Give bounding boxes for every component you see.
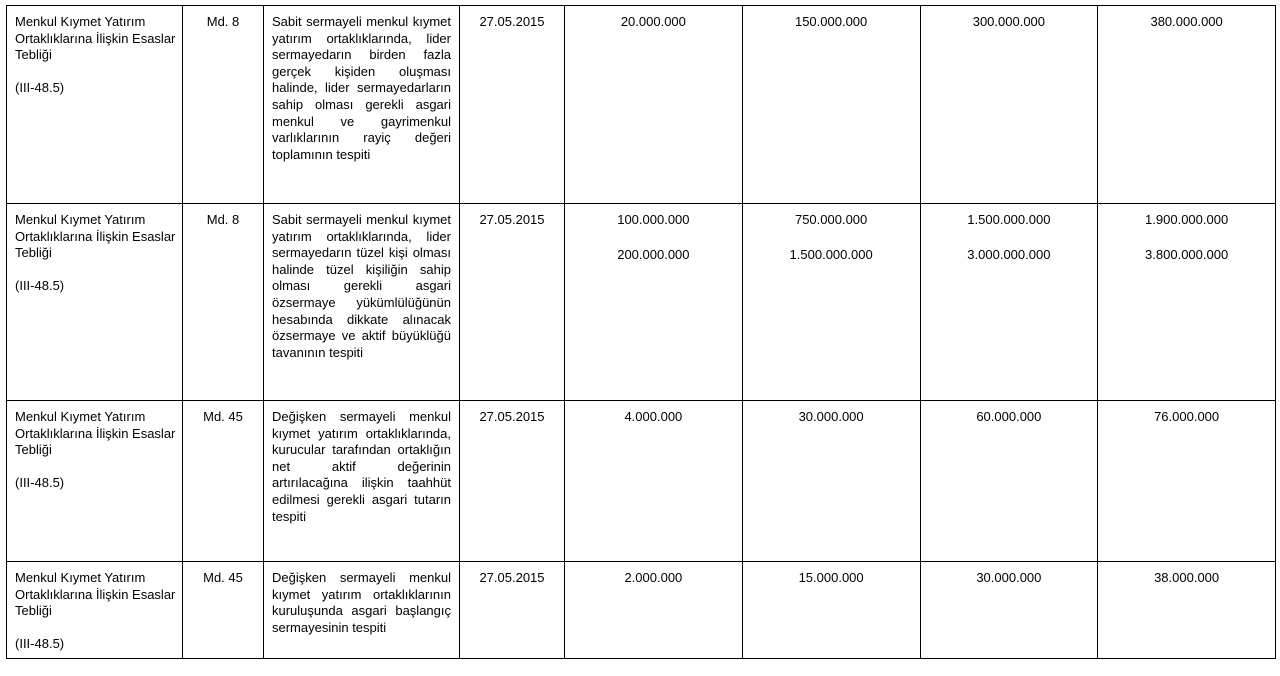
law-title: Menkul Kıymet Yatırım Ortaklıklarına İlişkin Esaslar Tebliği <box>15 212 176 261</box>
value-col-1-cell <box>565 204 743 401</box>
amount-value: 60.000.000 <box>976 409 1042 424</box>
table-row <box>7 6 1276 204</box>
description-cell: Sabit sermayeli menkul kıymet yatırım ortaklıklarında, lider sermayedarın birden fazla gerçek kişiden oluşması halinde, lider sermayedarların sahip olması gerekli asgari menkul ve gayrimenkul varlıklarının rayiç değeri toplamının tespiti <box>264 6 460 204</box>
amount-value: 76.000.000 <box>1154 409 1220 424</box>
law-code: (III-48.5) <box>15 635 65 651</box>
amount-value: 100.000.000 <box>617 212 690 227</box>
amount-value: 20.000.000 <box>620 14 686 29</box>
amount-value: 300.000.000 <box>972 14 1046 29</box>
value-col-3-cell <box>920 401 1098 562</box>
law-cell <box>7 6 183 204</box>
value-col-4-cell <box>1098 562 1276 659</box>
amount-value: 38.000.000 <box>1154 570 1220 585</box>
value-col-3-cell <box>920 562 1098 659</box>
value-col-1-cell <box>565 401 743 562</box>
value-col-4-cell <box>1098 401 1276 562</box>
description-cell: Sabit sermayeli menkul kıymet yatırım ortaklıklarında, lider sermayedarın tüzel kişi olması halinde tüzel kişiliğin sahip olması gerekli asgari özsermaye yükümlülüğünün hesabında dikkate alınacak özsermaye ve aktif büyüklüğü tavanının tespiti <box>264 204 460 401</box>
law-title: Menkul Kıymet Yatırım Ortaklıklarına İlişkin Esaslar Tebliği <box>15 570 176 619</box>
amount-value: 1.500.000.000 <box>967 212 1051 227</box>
law-title: Menkul Kıymet Yatırım Ortaklıklarına İlişkin Esaslar Tebliği <box>15 409 176 458</box>
amount-value: 1.900.000.000 <box>1145 212 1229 227</box>
amount-value: 2.000.000 <box>624 570 683 585</box>
law-code: (III-48.5) <box>15 277 65 293</box>
law-cell <box>7 204 183 401</box>
value-col-2-cell <box>742 401 920 562</box>
date-cell: 27.05.2015 <box>460 401 565 562</box>
amount-value: 200.000.000 <box>617 246 690 262</box>
regulation-table-container <box>6 5 1276 659</box>
law-cell <box>7 562 183 659</box>
value-col-4-cell <box>1098 204 1276 401</box>
value-col-2-cell <box>742 204 920 401</box>
value-col-3-cell <box>920 204 1098 401</box>
table-row <box>7 401 1276 562</box>
date-cell: 27.05.2015 <box>460 204 565 401</box>
article-cell: Md. 8 <box>183 6 264 204</box>
amount-value: 3.000.000.000 <box>967 246 1051 262</box>
value-col-1-cell <box>565 562 743 659</box>
amount-value: 380.000.000 <box>1150 14 1223 29</box>
law-code: (III-48.5) <box>15 474 65 490</box>
amount-value: 150.000.000 <box>794 14 868 29</box>
value-col-2-cell <box>742 6 920 204</box>
table-body <box>7 6 1276 659</box>
law-title: Menkul Kıymet Yatırım Ortaklıklarına İlişkin Esaslar Tebliği <box>15 14 176 63</box>
amount-value: 3.800.000.000 <box>1145 246 1229 262</box>
value-col-3-cell <box>920 6 1098 204</box>
description-cell: Değişken sermayeli menkul kıymet yatırım ortaklıklarında, kurucular tarafından ortaklığın net aktif değerinin artırılacağına ilişkin taahhüt edilmesi gerekli asgari tutarın tespiti <box>264 401 460 562</box>
amount-value: 30.000.000 <box>976 570 1042 585</box>
article-cell: Md. 45 <box>183 562 264 659</box>
amount-value: 30.000.000 <box>798 409 864 424</box>
table-row <box>7 562 1276 659</box>
date-cell: 27.05.2015 <box>460 6 565 204</box>
value-col-4-cell <box>1098 6 1276 204</box>
value-col-2-cell <box>742 562 920 659</box>
amount-value: 1.500.000.000 <box>789 246 873 262</box>
table-row <box>7 204 1276 401</box>
law-cell <box>7 401 183 562</box>
article-cell: Md. 45 <box>183 401 264 562</box>
amount-value: 15.000.000 <box>798 570 864 585</box>
amount-value: 750.000.000 <box>794 212 868 227</box>
date-cell: 27.05.2015 <box>460 562 565 659</box>
amount-value: 4.000.000 <box>624 409 683 424</box>
law-code: (III-48.5) <box>15 79 65 95</box>
description-cell: Değişken sermayeli menkul kıymet yatırım ortaklıklarının kuruluşunda asgari başlangıç sermayesinin tespiti <box>264 562 460 659</box>
article-cell: Md. 8 <box>183 204 264 401</box>
regulation-table <box>6 5 1276 659</box>
value-col-1-cell <box>565 6 743 204</box>
